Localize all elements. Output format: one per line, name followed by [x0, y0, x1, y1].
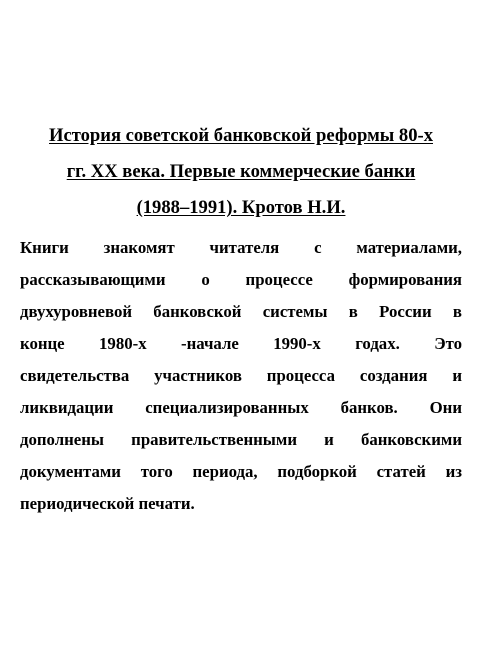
body-line: Книги знакомят читателя с материалами,: [20, 238, 462, 257]
body-line: ликвидации специализированных банков. Они: [20, 398, 462, 417]
title-line: История советской банковской реформы 80-х: [49, 125, 433, 146]
body-line: документами того периода, подборкой статей из: [20, 462, 462, 481]
body-line: двухуровневой банковской системы в России в: [20, 302, 462, 321]
title-line: гг. XX века. Первые коммерческие банки: [66, 161, 416, 182]
body-line: свидетельства участников процесса создания и: [20, 366, 462, 385]
body-line: периодической печати.: [20, 494, 195, 513]
body-line: рассказывающими о процессе формирования: [20, 270, 462, 289]
title-line: (1988–1991). Кротов Н.И.: [136, 197, 346, 218]
body-line: конце 1980-х -начале 1990-х годах. Это: [20, 334, 462, 353]
body-line: дополнены правительственными и банковскими: [20, 430, 462, 449]
document-description: [20, 232, 462, 520]
document-page: [20, 118, 462, 520]
document-title: [20, 118, 462, 226]
